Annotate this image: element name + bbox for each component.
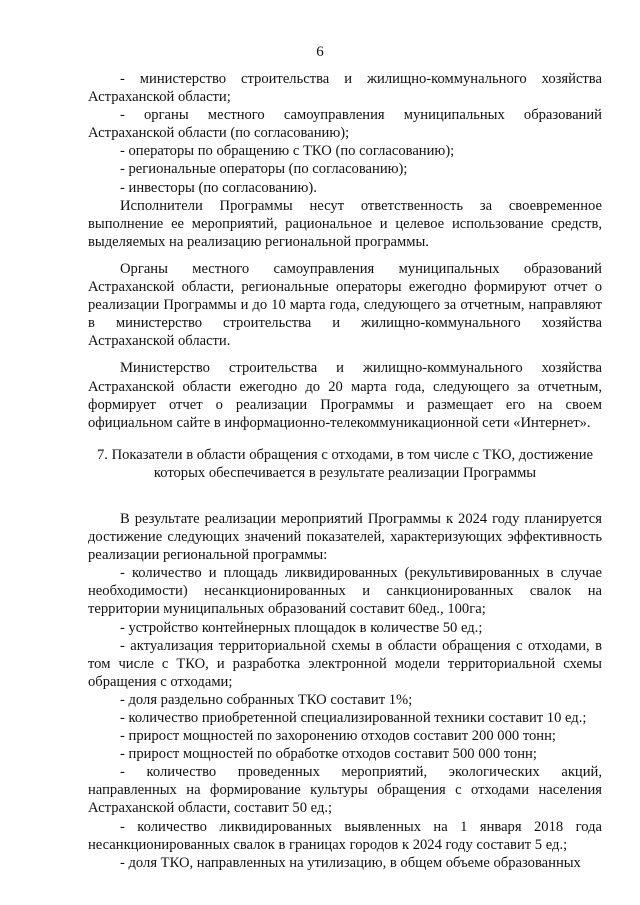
document-body	[88, 70, 602, 872]
list-item: - доля раздельно собранных ТКО составит 1%;	[120, 691, 413, 708]
list-item: - прирост мощностей по обработке отходов составит 500 000 тонн;	[120, 746, 537, 763]
list-item: - количество ликвидированных выявленных на 1 января 2018 года несанкционированных свалок в границах городов к 2024 году составит 5 ед.;	[88, 818, 602, 853]
list-item: - доля ТКО, направленных на утилизацию, в общем объеме образованных	[120, 854, 581, 871]
list-item: - устройство контейнерных площадок в количестве 50 ед.;	[120, 619, 483, 636]
paragraph: Органы местного самоуправления муниципальных образований Астраханской области, региональные операторы ежегодно формируют отчет о реализации Программы и до 10 марта года, следующего за отчетным, направляют в министерство строительства и жилищно-коммунального хозяйства Астраханской области.	[88, 260, 602, 350]
paragraph: - региональные операторы (по согласованию);	[120, 161, 408, 178]
section-heading: 7. Показатели в области обращения с отходами, в том числе с ТКО, достижение которых обеспечивается в результате реализации Программы	[97, 446, 593, 481]
paragraph: Исполнители Программы несут ответственность за своевременное выполнение ее мероприятий, рациональное и целевое использование средств, выделяемых на реализацию региональной программы.	[88, 197, 602, 250]
paragraph: - министерство строительства и жилищно-коммунального хозяйства Астраханской области;	[88, 71, 602, 106]
paragraph: В результате реализации мероприятий Программы к 2024 году планируется достижение следующих значений показателей, характеризующих эффективность реализации региональной программы:	[88, 510, 602, 564]
paragraph: - органы местного самоуправления муниципальных образований Астраханской области (по согласованию);	[88, 107, 602, 142]
list-item: - количество и площадь ликвидированных (рекультивированных в случае необходимости) несанкционированных и санкционированных свалок на территории муниципальных образований составит 60ед., 100га;	[88, 565, 602, 618]
list-item: - актуализация территориальной схемы в области обращения с отходами, в том числе с ТКО, и разработка электронной модели территориальной схемы обращения с отходами;	[88, 637, 602, 690]
list-item: - количество приобретенной специализированной техники составит 10 ед.;	[120, 710, 587, 726]
paragraph: Министерство строительства и жилищно-коммунального хозяйства Астраханской области ежегодно до 20 марта года, следующего за отчетным, формирует отчет о реализации Программы и размещает его на своем официальном сайте в информационно-телекоммуникационной сети «Интернет».	[88, 360, 602, 431]
list-item: - количество проведенных мероприятий, экологических акций, направленных на формирование культуры обращения с отходами населения Астраханской области, составит 50 ед.;	[88, 764, 602, 817]
page-number: 6	[316, 44, 324, 60]
paragraph: - операторы по обращению с ТКО (по согласованию);	[120, 143, 455, 160]
list-item: - прирост мощностей по захоронению отходов составит 200 000 тонн;	[120, 728, 556, 745]
paragraph: - инвесторы (по согласованию).	[120, 179, 317, 196]
